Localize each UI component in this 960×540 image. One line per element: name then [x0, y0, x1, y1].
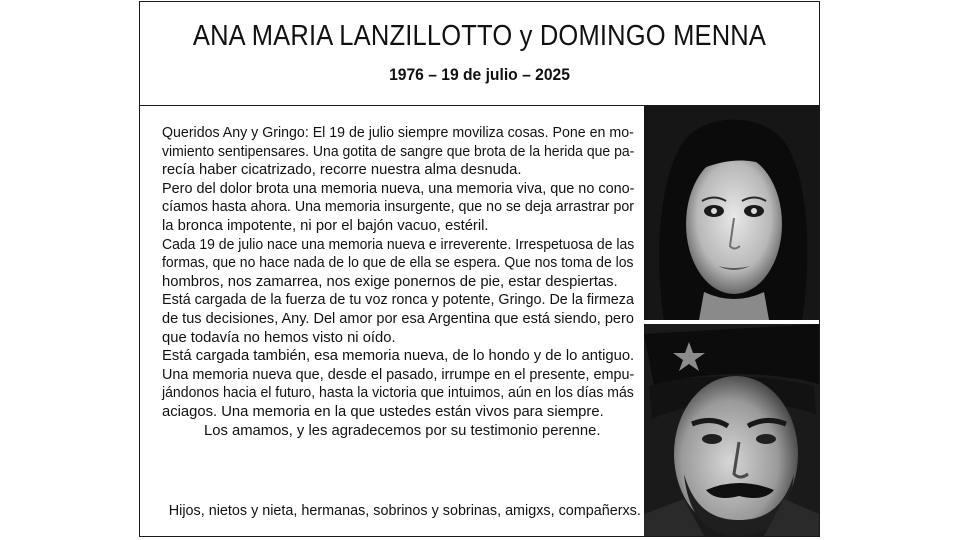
man-portrait-image	[644, 324, 819, 536]
signature: Hijos, nietos y nieta, hermanas, sobrinos y sobrinas, amigxs, compañerxs.	[168, 503, 641, 519]
woman-portrait-photo	[644, 106, 819, 320]
man-portrait-photo	[644, 324, 819, 536]
body-line: cíamos hasta ahora. Una memoria insurgente, que no se deja arrastrar por	[162, 199, 635, 216]
body-line: Queridos Any y Gringo: El 19 de julio siempre moviliza cosas. Pone en mo-	[162, 125, 634, 141]
body-line: Está cargada también, esa memoria nueva, de lo hondo y de lo antiguo.	[162, 348, 635, 365]
notice-body	[162, 124, 634, 440]
closing-line: Los amamos, y les agradecemos por su testimonio perenne.	[204, 422, 601, 439]
notice-title: ANA MARIA LANZILLOTTO y DOMINGO MENNA	[192, 20, 767, 52]
body-line: hombros, nos zamarrea, nos exige ponernos de pie, estar despiertas.	[162, 273, 618, 290]
woman-portrait-image	[644, 106, 819, 320]
body-line: jándonos hacia el futuro, hasta la victoria que intuimos, aún en los días más	[162, 385, 634, 402]
body-line: aciagos. Una memoria en la que ustedes están vivos para siempre.	[162, 403, 604, 420]
body-line: recía haber cicatrizado, recorre nuestra alma desnuda.	[162, 162, 522, 179]
memorial-notice	[139, 1, 820, 537]
notice-header	[140, 2, 819, 106]
body-line: formas, que no hace nada de lo que de ella se espera. Que nos toma de los	[162, 255, 634, 272]
body-line: la bronca impotente, ni por el bajón vacuo, estéril.	[162, 217, 489, 234]
notice-dates: 1976 – 19 de julio – 2025	[389, 65, 570, 84]
body-line: vimiento sentipensares. Una gotita de sangre que brota de la herida que pa-	[162, 143, 635, 160]
body-line: Cada 19 de julio nace una memoria nueva e irreverente. Irrespetuosa de las	[162, 236, 635, 253]
body-line: de tus decisiones, Any. Del amor por esa Argentina que está siendo, pero	[162, 310, 634, 327]
body-line: Está cargada de la fuerza de tu voz ronca y potente, Gringo. De la firmeza	[162, 292, 634, 309]
body-line: que todavía no hemos visto ni oído.	[162, 329, 396, 346]
body-line: Una memoria nueva que, desde el pasado, irrumpe en el presente, empu-	[162, 366, 635, 383]
body-line: Pero del dolor brota una memoria nueva, una memoria viva, que no cono-	[162, 180, 635, 197]
